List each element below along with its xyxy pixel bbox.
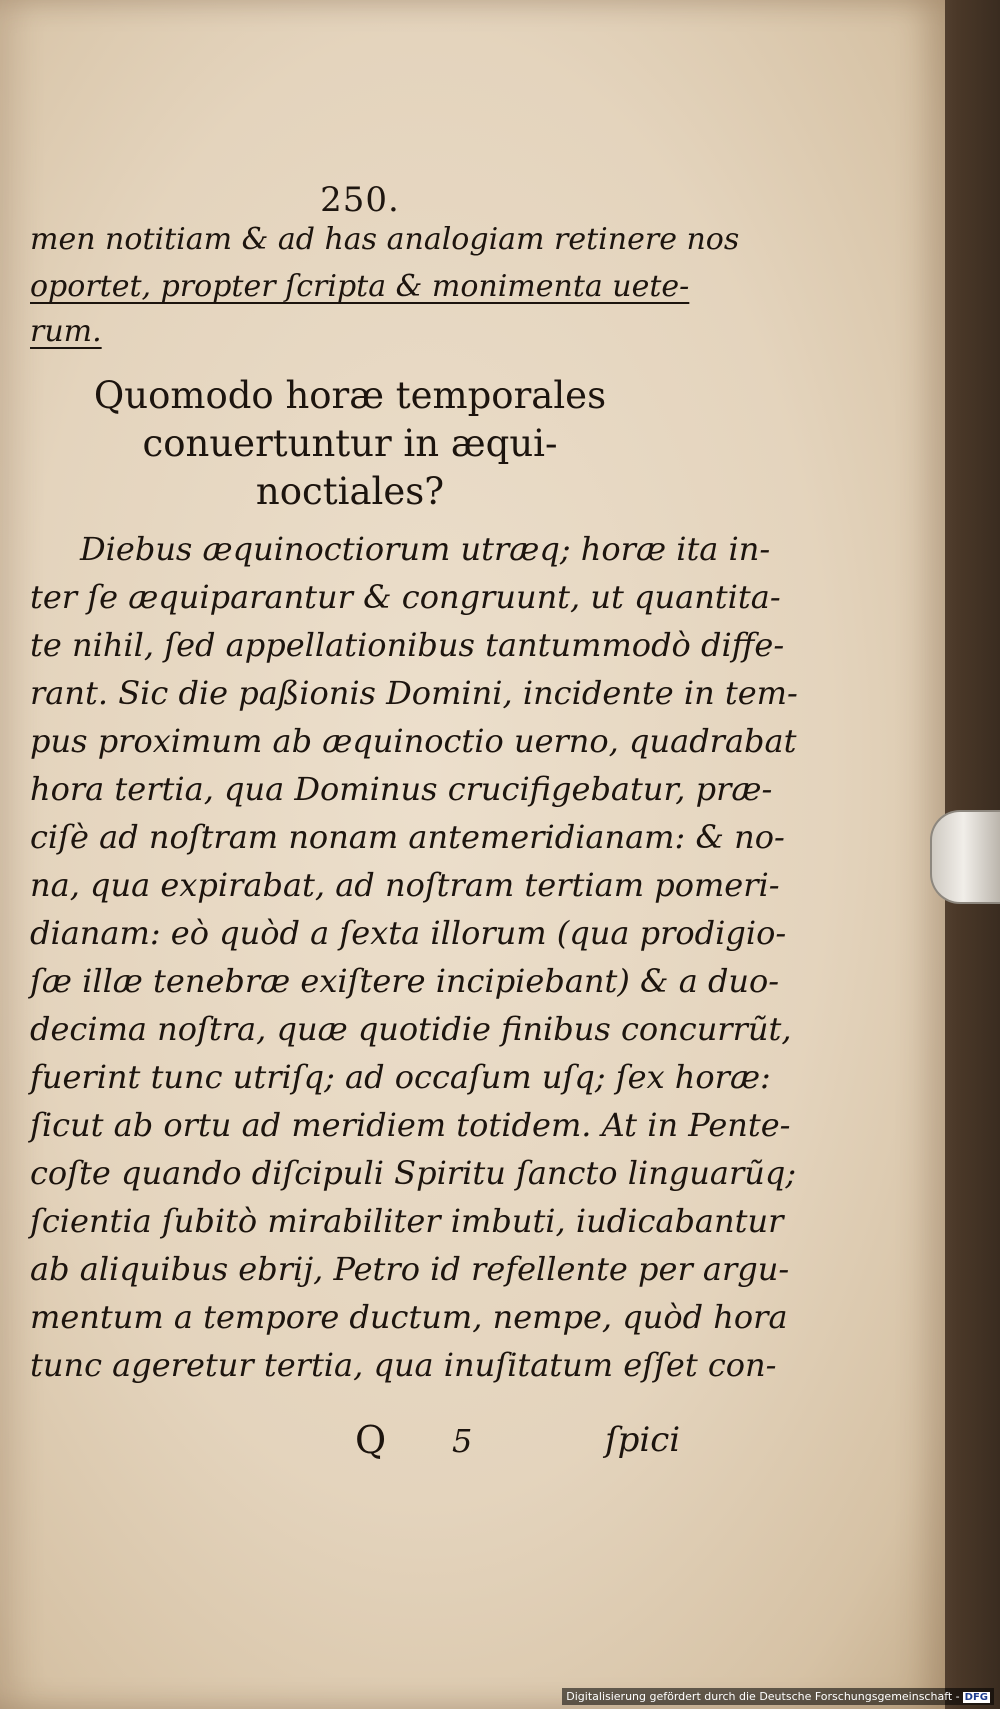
body-text-line: ſæ illæ tenebræ exiſtere incipiebant) & a duo- <box>30 962 780 1000</box>
body-text-line: te nihil, ſed appellationibus tantummodò diffe- <box>30 626 785 664</box>
signature-mark: Q <box>355 1418 387 1462</box>
body-text-line: dianam: eò quòd a ſexta illorum (qua prodigio- <box>30 914 787 952</box>
body-text-line: coſte quando diſcipuli Spiritu ſancto linguarũq; <box>30 1154 797 1192</box>
body-text-line: tunc ageretur tertia, qua inuſitatum eſſet con- <box>30 1346 777 1384</box>
body-text-line: ter ſe æquiparantur & congruunt, ut quantita- <box>30 578 781 616</box>
body-text-line: Diebus æquinoctiorum utræq; horæ ita in- <box>80 530 771 568</box>
page-number: 250. <box>320 180 400 220</box>
body-text-line: mentum a tempore ductum, nempe, quòd hora <box>30 1298 788 1336</box>
digitization-credit <box>562 1688 994 1705</box>
body-text-line: pus proximum ab æquinoctio uerno, quadrabat <box>30 722 797 760</box>
body-text-line: hora tertia, qua Dominus crucifigebatur, præ- <box>30 770 773 808</box>
section-heading-line: conuertuntur in æqui- <box>142 422 558 465</box>
credit-text: Digitalisierung gefördert durch die Deutsche Forschungsgemeinschaft - <box>566 1690 960 1703</box>
body-text-line: ciſè ad noſtram nonam antemeridianam: & no- <box>30 818 785 856</box>
body-text-line: na, qua expirabat, ad noſtram tertiam pomeri- <box>30 866 780 904</box>
text-line: rum. <box>30 314 102 349</box>
text-line: men notitiam & ad has analogiam retinere nos <box>30 222 740 257</box>
underlined-text-line: oportet, propter ſcripta & monimenta uete- <box>30 269 690 304</box>
body-text-line: fuerint tunc utriſq; ad occaſum uſq; ſex horæ: <box>30 1058 771 1096</box>
signature-number: 5 <box>452 1422 473 1460</box>
page-clip <box>930 810 1000 904</box>
section-heading-line: noctiales? <box>255 470 445 513</box>
body-text-line: ab aliquibus ebrij, Petro id refellente per argu- <box>30 1250 790 1288</box>
body-text-line: ſcientia ſubitò mirabiliter imbuti, iudicabantur <box>30 1202 784 1240</box>
text-line <box>30 265 689 309</box>
body-text-line: ſicut ab ortu ad meridiem totidem. At in Pente- <box>30 1106 791 1144</box>
section-heading-line: Quomodo horæ temporales <box>93 374 607 417</box>
body-text-line: decima noſtra, quæ quotidie finibus concurrũt, <box>30 1010 792 1048</box>
page-footer-line <box>0 1418 700 1468</box>
body-text-line: rant. Sic die paßionis Domini, incidente in tem- <box>30 674 798 712</box>
dfg-logo: DFG <box>964 1692 988 1703</box>
catchword: ſpici <box>605 1420 681 1460</box>
